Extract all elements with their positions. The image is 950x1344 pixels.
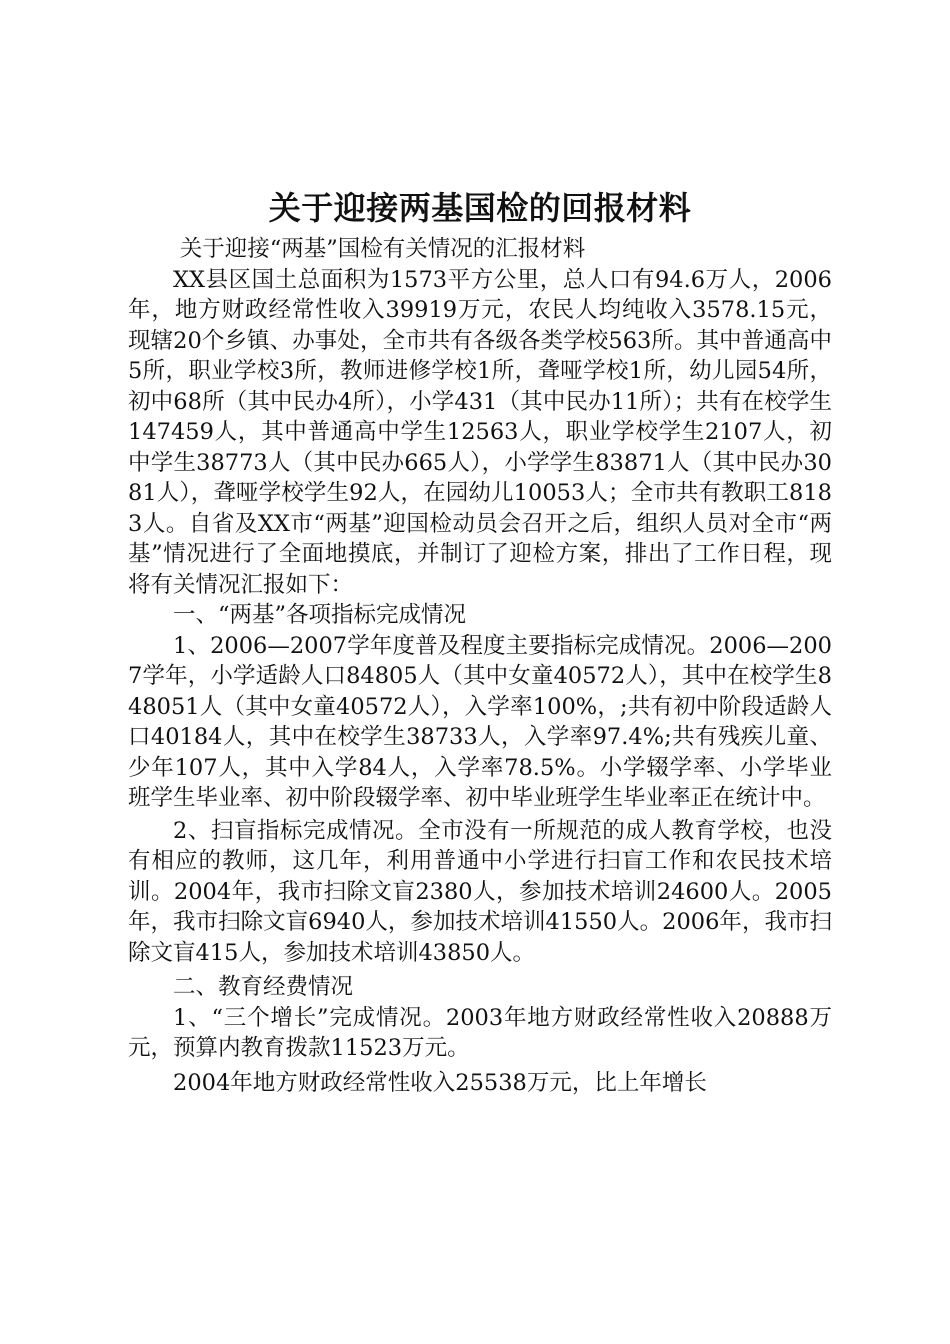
section-heading-2: 二、教育经费情况 [173,974,354,1000]
document-title: 关于迎接两基国检的回报材料 [268,189,692,227]
paragraph-subtitle: 关于迎接“两基”国检有关情况的汇报材料 [179,236,586,262]
paragraph-overview: XX县区国土总面积为1573平方公里，总人口有94.6万人，2006年，地方财政经常性收入39919万元，农民人均纯收入3578.15元，现辖20个乡镇、办事处，全市共有各级各类学校563所。其中普通高中5所，职业学校3所，教师进修学校1所，聋哑学校1所，幼儿园54所，初中68所（其中民办4所），小学431（其中民办11所）；共有在校学生147459人，其中普通高中学生12563人，职业学校学生2107人，初中学生38773人（其中民办665人），小学学生83871人（其中民办3081人），聋哑学校学生92人，在园幼儿10053人；全市共有教职工8183人。自省及XX市“两基”迎国检动员会召开之后，组织人员对全市“两基”情况进行了全面地摸底，并制订了迎检方案，排出了工作日程，现将有关情况汇报如下： [128,266,832,598]
document-page [128,186,832,1098]
paragraph-indicators: 1、2006—2007学年度普及程度主要指标完成情况。2006—2007学年，小学适龄人口84805人（其中女童40572人），其中在校学生848051人（其中女童40572人），入学率100%，;共有初中阶段适龄人口40184人，其中在校学生38733人，入学率97.4%;共有残疾儿童、少年107人，其中入学84人，入学率78.5%。小学辍学率、小学毕业班学生毕业率、初中阶段辍学率、初中毕业班学生毕业率正在统计中。 [128,632,832,811]
paragraph-three-growth: 1、“三个增长”完成情况。2003年地方财政经常性收入20888万元，预算内教育拨款11523万元。 [128,1004,832,1061]
paragraph-literacy: 2、扫盲指标完成情况。全市没有一所规范的成人教育学校，也没有相应的教师，这几年，利用普通中小学进行扫盲工作和农民技术培训。2004年，我市扫除文盲2380人，参加技术培训24600人。2005年，我市扫除文盲6940人，参加技术培训41550人。2006年，我市扫除文盲415人，参加技术培训43850人。 [128,817,832,966]
paragraph-2004: 2004年地方财政经常性收入25538万元，比上年增长 [173,1069,707,1096]
section-heading-1: 一、“两基”各项指标完成情况 [173,602,467,628]
